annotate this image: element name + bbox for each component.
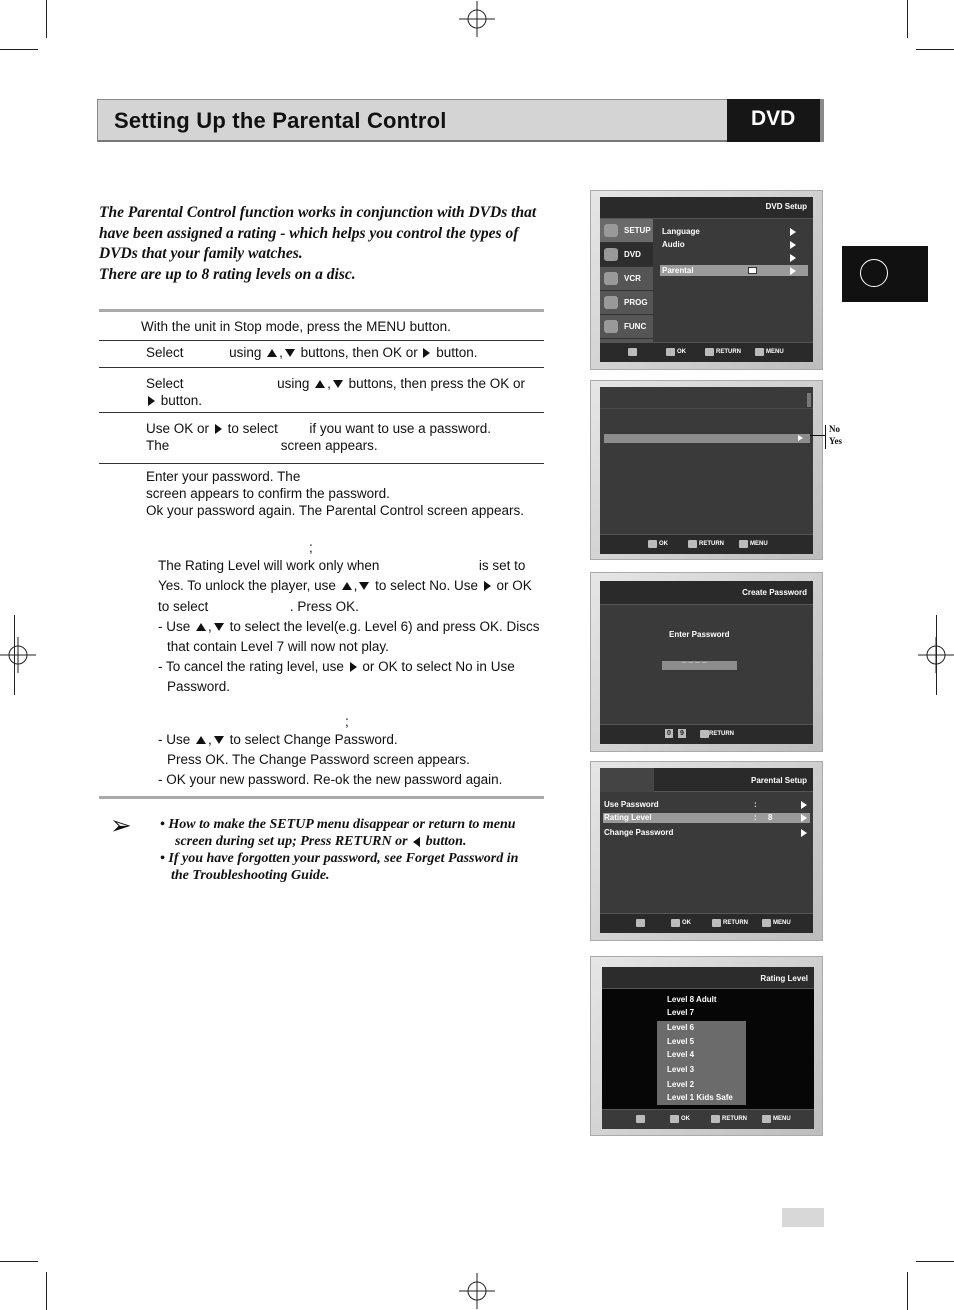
ok-icon [648,540,657,548]
step-4: Use OK or to select if you want to use a password. The screen appears. [146,421,491,453]
chevron-right-icon [801,801,807,809]
divider [99,367,544,368]
clock-icon [604,296,618,309]
divider [99,412,544,413]
level-item[interactable]: Level 3 [667,1065,695,1074]
screen-footer: OK RETURN MENU [600,342,813,362]
down-arrow-icon [214,623,224,631]
use-password-label[interactable]: Use Password [604,800,659,809]
rating-line: - Use , to select the level(e.g. Level 6) and press OK. Discs [158,619,540,634]
up-arrow-icon [342,582,352,590]
menu-icon [762,1115,771,1123]
chevron-right-icon [790,228,796,236]
right-arrow-icon [215,424,222,434]
menu-option-language[interactable]: Language [662,227,700,236]
rating-line: that contain Level 7 will now not play. [167,639,389,654]
crop-mark [46,1272,47,1310]
intro-line: DVDs that your family watches. [99,245,303,262]
vcr-icon [604,272,618,285]
divider [99,340,544,341]
navigate-icon [628,348,637,356]
callout-yes: Yes [829,436,842,446]
digit-key: 9 [678,729,686,738]
screen-display [600,197,813,362]
navigate-icon [636,1115,645,1123]
level-item[interactable]: Level 8 Adult [667,995,717,1004]
screen-footer: 0 9 RETURN [600,724,813,744]
screen-header: Create Password [600,581,813,605]
return-icon [711,1115,720,1123]
chevron-right-icon [801,814,807,822]
change-password-line: - Use , to select Change Password. [158,732,398,747]
screen-create-password [590,572,823,752]
rating-line: Password. [167,679,231,694]
chevron-right-icon [801,829,807,837]
menu-option-audio[interactable]: Audio [662,240,685,249]
menu-item-func[interactable]: FUNC [600,315,653,339]
header-bar [97,99,824,142]
up-arrow-icon [196,736,206,744]
screen-header: Rating Level [602,967,814,989]
screen-parental-setup [590,761,823,941]
step-1: With the unit in Stop mode, press the MENU button. [141,319,451,334]
screen-dvd-setup [590,190,823,370]
menu-item-dvd[interactable]: DVD [600,243,653,267]
gear-icon [604,224,618,237]
change-password-semicolon: ; [345,714,349,729]
screen-header [600,387,813,409]
rating-level-label[interactable]: Rating Level [604,813,652,822]
up-arrow-icon [267,349,277,357]
dvd-badge-label: DVD [751,107,796,130]
callout-line [810,435,826,436]
change-password-line: Press OK. The Change Password screen appears. [167,752,470,767]
chevron-right-icon [790,254,796,262]
down-arrow-icon [285,349,295,357]
callout-no: No [829,424,840,434]
level-item[interactable]: Level 2 [667,1080,695,1089]
chevron-right-icon [790,241,796,249]
dvd-badge [727,99,824,142]
function-icon [604,320,618,333]
dvd-icon [604,248,618,261]
crop-mark [907,1272,908,1310]
left-arrow-icon [413,837,420,847]
crop-mark [916,49,954,50]
menu-item-prog[interactable]: PROG [600,291,653,315]
menu-item-setup[interactable]: SETUP [600,219,653,243]
screen-use-password [590,380,823,560]
registration-mark-icon [459,1,495,37]
screen-display: Parental Setup Use Password : Rating Level : 8 Change Password OK RETURN MENU [600,768,813,933]
note-arrow-icon: ➢ [110,810,132,840]
right-arrow-icon [148,396,155,406]
up-arrow-icon [315,380,325,388]
page-number-box [782,1208,824,1227]
note-2: • If you have forgotten your password, see Forget Password in the Troubleshooting Guide. [160,851,519,883]
intro-line: have been assigned a rating - which helps you control the types of [99,224,519,242]
crop-mark [0,49,38,50]
change-password-line: - OK your new password. Re-ok the new password again. [158,772,503,787]
up-arrow-icon [196,623,206,631]
setup-menu-side [600,219,653,342]
level-item[interactable]: Level 5 [667,1037,695,1046]
section-tab [842,246,928,302]
header-left-block [600,768,654,792]
ok-icon [670,1115,679,1123]
scrollbar [807,393,811,407]
right-arrow-icon [484,581,491,591]
level-item[interactable]: Level 7 [667,1008,695,1017]
return-icon [712,919,721,927]
crop-mark [0,1261,38,1262]
screen-display [600,581,813,744]
level-item[interactable]: Level 4 [667,1050,695,1059]
screen-display [602,967,814,1129]
rating-line: to select . Press OK. [158,599,359,614]
crop-mark [936,615,937,695]
password-field[interactable]: _ _ _ _ [662,661,737,670]
ok-icon [671,919,680,927]
return-icon [705,348,714,356]
screen-display [600,387,813,554]
navigate-icon [636,919,645,927]
intro-line: There are up to 8 rating levels on a disc. [99,265,356,283]
crop-mark [916,1261,954,1262]
menu-icon [762,919,771,927]
menu-icon [739,540,748,548]
step-5: Enter your password. The screen appears to confirm the password. Ok your password again. The Parental Control screen appears. [146,469,524,518]
intro-line: The Parental Control function works in conjunction with DVDs that [99,204,537,221]
right-arrow-icon [350,662,357,672]
return-icon [688,540,697,548]
screen-footer: OK RETURN MENU [600,913,813,933]
down-arrow-icon [359,582,369,590]
rating-line: - To cancel the rating level, use or OK to select No in Use [158,659,515,674]
step-3: Select using , buttons, then press the OK or button. [146,376,525,408]
step-2: Select using , buttons, then OK or button. [146,345,478,360]
level-item[interactable]: Level 6 [667,1023,695,1032]
divider [99,796,544,799]
callout-line [825,425,826,449]
screen-header: DVD Setup [600,197,813,219]
return-icon [700,730,709,738]
divider [99,309,544,312]
rating-line: Yes. To unlock the player, use , to select No. Use or OK [158,578,532,593]
right-arrow-icon [423,348,430,358]
lock-icon [748,267,757,274]
down-arrow-icon [214,736,224,744]
rating-line: The Rating Level will work only when is set to [158,558,526,573]
rating-semicolon: ; [309,540,313,555]
screen-header: Parental Setup [600,768,813,792]
screen-rating-level [590,956,823,1136]
screen-footer: OK RETURN MENU [600,534,813,554]
registration-mark-icon [0,637,36,673]
ok-icon [666,348,675,356]
registration-mark-icon [459,1273,495,1309]
page-title: Setting Up the Parental Control [114,108,447,133]
enter-password-prompt: Enter Password [669,630,730,639]
note-1: • How to make the SETUP menu disappear or return to menu screen during set up; Press RETURN or button. [160,817,516,849]
chevron-right-icon [790,267,796,275]
level-item[interactable]: Level 1 Kids Safe [667,1093,733,1102]
crop-mark [14,615,15,695]
divider [99,463,544,464]
down-arrow-icon [333,380,343,388]
crop-mark [46,0,47,38]
screen-footer: OK RETURN MENU [602,1109,814,1129]
change-password-label[interactable]: Change Password [604,828,674,837]
menu-item-vcr[interactable]: VCR [600,267,653,291]
digit-key: 0 [665,729,673,738]
rating-level-value: 8 [768,813,773,822]
crop-mark [907,0,908,38]
selected-row [604,434,810,443]
menu-option-parental[interactable]: Parental [662,266,694,275]
menu-icon [755,348,764,356]
intro-text [99,203,554,285]
circle-icon [860,259,888,287]
chevron-right-icon [798,435,803,441]
